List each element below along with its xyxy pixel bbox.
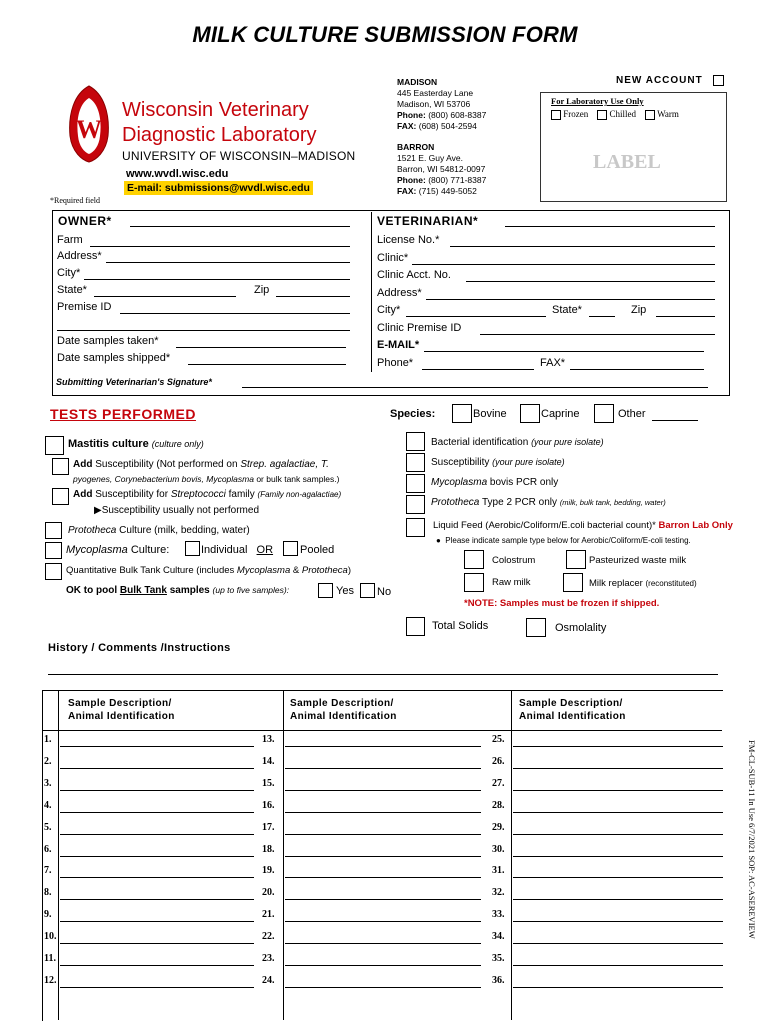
pool-yes-label: Yes: [336, 585, 354, 597]
farm-field[interactable]: [90, 246, 350, 247]
sample-number: 20.: [262, 887, 275, 899]
vet-zip-field[interactable]: [656, 316, 715, 317]
pooled-checkbox[interactable]: [283, 541, 298, 556]
signature-label: Submitting Veterinarian's Signature*: [56, 377, 212, 387]
sample-number: 12.: [44, 974, 57, 986]
pool-note: (up to five samples):: [212, 585, 290, 595]
pool-no-label: No: [377, 586, 392, 598]
sample-description-field[interactable]: [60, 834, 254, 835]
barron-street: 1521 E. Guy Ave.: [397, 153, 463, 163]
sample-description-field[interactable]: [60, 812, 254, 813]
pooled-label: Pooled: [300, 544, 335, 556]
col1-head-line1: Sample Description/: [68, 698, 172, 709]
owner-address-label: Address*: [57, 250, 102, 262]
mycoplasma-culture-option: [66, 544, 169, 556]
add-strep-text: Susceptibility for: [95, 489, 169, 500]
sample-description-field[interactable]: [285, 921, 481, 922]
license-label: License No.*: [377, 234, 440, 246]
frozen-label: Frozen: [563, 109, 589, 119]
mastitis-note: (culture only): [151, 439, 204, 449]
vet-zip-label: Zip: [631, 304, 647, 316]
add-strep-italic: Streptococci: [170, 489, 226, 500]
date-shipped-label: Date samples shipped*: [57, 352, 171, 364]
owner-zip-label: Zip: [254, 284, 270, 296]
sample-description-field[interactable]: [285, 943, 481, 944]
owner-state-label: State*: [57, 284, 87, 296]
caprine-label: Caprine: [541, 408, 580, 420]
raw-milk-checkbox[interactable]: [464, 573, 484, 592]
owner-extra-field[interactable]: [57, 330, 350, 331]
vet-address-field[interactable]: [426, 299, 715, 300]
owner-state-field[interactable]: [94, 296, 236, 297]
sample-description-field[interactable]: [60, 746, 254, 747]
mycoplasma-culture-checkbox[interactable]: [45, 542, 62, 559]
sample-number: 31.: [492, 865, 505, 877]
sample-number: 3.: [44, 777, 52, 789]
milk-replacer-text: Milk replacer: [589, 578, 643, 589]
liquid-feed-text: Liquid Feed (Aerobic/Coliform/E.coli bacterial count)*: [433, 520, 656, 531]
date-taken-label: Date samples taken*: [57, 335, 159, 347]
prototheca-pcr-option: [431, 497, 666, 508]
lab-name-line1: Wisconsin Veterinary: [122, 99, 309, 121]
mycoplasma-culture-text: Culture:: [130, 544, 170, 556]
sample-description-field[interactable]: [513, 987, 723, 988]
barron-city: Barron, WI 54812-0097: [397, 164, 486, 174]
pool-bulk-tank-option: [66, 585, 289, 596]
date-taken-field[interactable]: [176, 347, 346, 348]
sample-number: 13.: [262, 734, 275, 745]
sample-number: 11.: [44, 953, 56, 964]
history-label: History / Comments /Instructions: [48, 642, 231, 654]
add-susc-line2: pyogenes, Corynebacterium bovis, Mycoplasma: [73, 474, 254, 484]
protopcr-note: (milk, bulk tank, bedding, water): [559, 498, 666, 507]
sample-description-field[interactable]: [513, 768, 723, 769]
pool-text: OK to pool: [66, 585, 118, 596]
qbt-mycoplasma: Mycoplasma: [236, 565, 291, 576]
sample-type-instruction: [436, 536, 691, 545]
sample-description-field[interactable]: [513, 899, 723, 900]
qbt-text: Quantitative Bulk Tank Culture (includes: [66, 565, 235, 576]
pool-bulk-tank: Bulk Tank: [119, 585, 167, 596]
sample-number: 25.: [492, 734, 505, 745]
sample-number: 1.: [44, 734, 52, 745]
frozen-checkbox[interactable]: [551, 110, 561, 120]
university-name: UNIVERSITY OF WISCONSIN–MADISON: [122, 149, 356, 163]
sample-number: 30.: [492, 843, 505, 855]
uw-crest-logo: [66, 84, 112, 164]
sample-number: 29.: [492, 821, 505, 833]
sample-number: 5.: [44, 821, 52, 833]
sample-description-field[interactable]: [60, 965, 254, 966]
farm-label: Farm: [57, 234, 83, 246]
mbovis-pcr-option: [431, 477, 558, 488]
barron-name: BARRON: [397, 142, 435, 152]
sample-description-field[interactable]: [513, 877, 723, 878]
madison-address: [397, 77, 486, 132]
add-strep-option: [73, 489, 341, 500]
sample-description-field[interactable]: [285, 899, 481, 900]
table-left-inner-border: [58, 690, 59, 1020]
prototheca-culture-option: [68, 525, 250, 536]
vet-name-field[interactable]: [505, 226, 715, 227]
vet-phone-field[interactable]: [422, 369, 534, 370]
sample-description-field[interactable]: [513, 965, 723, 966]
vet-state-field[interactable]: [589, 316, 615, 317]
sample-description-field[interactable]: [60, 943, 254, 944]
history-field[interactable]: [48, 674, 718, 675]
sample-description-field[interactable]: [60, 921, 254, 922]
pool-yes-checkbox[interactable]: [318, 583, 333, 598]
milk-replacer-note: (reconstituted): [645, 579, 697, 588]
prototheca-pcr-checkbox[interactable]: [406, 495, 425, 514]
premise-label: Premise ID: [57, 301, 112, 313]
sample-description-field[interactable]: [285, 768, 481, 769]
bullet-icon: ●: [436, 536, 441, 545]
owner-address-field[interactable]: [106, 262, 350, 263]
madison-city: Madison, WI 53706: [397, 99, 471, 109]
individual-checkbox[interactable]: [185, 541, 200, 556]
colostrum-label: Colostrum: [492, 555, 536, 566]
mycoplasma-italic: Mycoplasma: [66, 544, 128, 556]
vet-phone-label: Phone*: [377, 357, 414, 369]
sample-number: 6.: [44, 843, 52, 855]
sample-description-field[interactable]: [513, 943, 723, 944]
individual-label: Individual: [201, 544, 248, 556]
pasteurized-label: Pasteurized waste milk: [589, 555, 687, 566]
chilled-checkbox[interactable]: [597, 110, 607, 120]
colostrum-checkbox[interactable]: [464, 550, 484, 569]
sample-description-field[interactable]: [285, 877, 481, 878]
warm-label: Warm: [657, 109, 679, 119]
bacterial-id-option: [431, 437, 604, 448]
protopcr-italic: Prototheca: [431, 497, 480, 508]
osmolality-label: Osmolality: [555, 622, 607, 634]
add-susc-add: Add: [73, 459, 93, 470]
other-checkbox[interactable]: [594, 404, 614, 423]
barron-address: [397, 142, 486, 197]
arrow-right-icon: ▶: [94, 505, 102, 516]
mbovis-italic: Mycoplasma: [431, 477, 488, 488]
website-link[interactable]: www.wvdl.wisc.edu: [126, 168, 229, 180]
table-header-divider: [42, 730, 722, 731]
clinic-label: Clinic*: [377, 252, 409, 264]
barron-phone-label: Phone:: [397, 175, 426, 185]
total-solids-label: Total Solids: [432, 620, 489, 632]
barron-fax: (715) 449-5052: [418, 186, 477, 196]
sample-description-field[interactable]: [60, 768, 254, 769]
prototheca-culture-text: Culture (milk, bedding, water): [119, 525, 250, 536]
total-solids-checkbox[interactable]: [406, 617, 425, 636]
sample-number: 8.: [44, 887, 52, 899]
qbt-ampersand: &: [292, 565, 300, 576]
vet-city-label: City*: [377, 304, 401, 316]
clinic-field[interactable]: [412, 264, 715, 265]
owner-name-field[interactable]: [130, 226, 350, 227]
col3-head-line2: Animal Identification: [519, 711, 626, 722]
susceptibility-option: [431, 457, 565, 468]
add-susceptibility-checkbox[interactable]: [52, 458, 69, 475]
sample-number: 21.: [262, 909, 275, 921]
premise-field[interactable]: [120, 313, 350, 314]
sample-number: 28.: [492, 799, 505, 811]
warm-checkbox[interactable]: [645, 110, 655, 120]
tests-heading: TESTS PERFORMED: [50, 406, 196, 422]
owner-heading: OWNER*: [58, 214, 112, 228]
pasteurized-checkbox[interactable]: [566, 550, 586, 569]
col1-head-line2: Animal Identification: [68, 711, 175, 722]
barron-fax-label: FAX:: [397, 186, 417, 196]
col2-header: [290, 697, 397, 723]
protopcr-text: Type 2 PCR only: [481, 497, 558, 508]
qbt-prototheca: Prototheca: [301, 565, 348, 576]
add-susc-italic: Strep. agalactiae, T.: [240, 459, 329, 470]
qbt-end: ): [347, 565, 351, 576]
section-divider: [371, 212, 372, 372]
sample-description-field[interactable]: [513, 746, 723, 747]
sample-description-field[interactable]: [513, 812, 723, 813]
vet-fax-label: FAX*: [540, 357, 566, 369]
susc-not-text: Susceptibility usually not performed: [101, 505, 260, 516]
table-col2-border: [283, 690, 284, 1020]
sample-number: 32.: [492, 887, 505, 899]
sample-number: 2.: [44, 755, 52, 767]
sample-description-field[interactable]: [60, 987, 254, 988]
lab-use-heading: For Laboratory Use Only: [551, 96, 644, 106]
sample-description-field[interactable]: [285, 812, 481, 813]
bovine-checkbox[interactable]: [452, 404, 472, 423]
add-strep-add: Add: [73, 489, 93, 500]
susceptibility-note: (your pure isolate): [492, 457, 565, 467]
prototheca-italic: Prototheca: [68, 525, 117, 536]
sample-description-field[interactable]: [60, 856, 254, 857]
add-susc-text: Susceptibility (Not performed on: [95, 459, 238, 470]
chilled-label: Chilled: [609, 109, 636, 119]
sample-number: 4.: [44, 799, 52, 811]
sample-description-field[interactable]: [513, 834, 723, 835]
sample-description-field[interactable]: [285, 965, 481, 966]
owner-zip-field[interactable]: [276, 296, 350, 297]
sample-number: 14.: [262, 755, 275, 767]
madison-name: MADISON: [397, 77, 438, 87]
bacterial-id-checkbox[interactable]: [406, 432, 425, 451]
sample-description-field[interactable]: [513, 856, 723, 857]
sample-number: 7.: [44, 865, 52, 877]
email-link[interactable]: E-mail: submissions@wvdl.wisc.edu: [124, 181, 313, 195]
liquid-feed-checkbox[interactable]: [406, 518, 425, 537]
sample-number: 34.: [492, 931, 505, 943]
madison-fax-label: FAX:: [397, 121, 417, 131]
frozen-note: *NOTE: Samples must be frozen if shipped.: [464, 598, 660, 609]
required-note: *Required field: [50, 196, 100, 205]
vet-fax-field[interactable]: [570, 369, 704, 370]
sample-description-field[interactable]: [285, 834, 481, 835]
sample-description-field[interactable]: [60, 790, 254, 791]
or-label: OR: [256, 544, 274, 556]
signature-field[interactable]: [242, 387, 708, 388]
new-account-checkbox[interactable]: [713, 75, 724, 86]
table-col3-border: [511, 690, 512, 1020]
sample-description-field[interactable]: [285, 856, 481, 857]
vet-email-label: E-MAIL*: [377, 339, 420, 351]
sample-number: 36.: [492, 974, 505, 986]
sample-description-field[interactable]: [60, 899, 254, 900]
barron-only-text: Barron Lab Only: [658, 520, 733, 531]
label-placeholder: LABEL: [593, 151, 661, 173]
mbovis-pcr-checkbox[interactable]: [406, 474, 425, 493]
sample-number: 16.: [262, 799, 275, 811]
add-strep-family: family: [228, 489, 255, 500]
add-strep-note: (Family non-agalactiae): [257, 490, 342, 499]
vet-state-label: State*: [552, 304, 582, 316]
bacterial-id-note: (your pure isolate): [531, 437, 604, 447]
new-account-option[interactable]: [616, 75, 724, 86]
form-id-vertical: [745, 740, 759, 990]
quantitative-bulk-tank-checkbox[interactable]: [45, 563, 62, 580]
barron-phone: (800) 771-8387: [428, 175, 487, 185]
milk-replacer-checkbox[interactable]: [563, 573, 583, 592]
new-account-label: NEW ACCOUNT: [616, 75, 703, 87]
vet-email-field[interactable]: [424, 351, 704, 352]
bacterial-id-text: Bacterial identification: [431, 437, 529, 448]
susceptibility-text: Susceptibility: [431, 457, 490, 468]
clinic-premise-label: Clinic Premise ID: [377, 322, 462, 334]
sample-number: 22.: [262, 931, 275, 943]
crest-letter: W: [76, 115, 102, 144]
sample-description-field[interactable]: [285, 746, 481, 747]
sample-description-field[interactable]: [60, 877, 254, 878]
bovine-label: Bovine: [473, 408, 507, 420]
col1-header: [68, 697, 175, 723]
sample-number: 9.: [44, 909, 52, 921]
sample-description-field[interactable]: [285, 790, 481, 791]
mastitis-checkbox[interactable]: [45, 436, 64, 455]
mastitis-label: Mastitis culture: [68, 438, 149, 450]
pool-no-checkbox[interactable]: [360, 583, 375, 598]
mastitis-option: [68, 438, 204, 450]
madison-fax: (608) 504-2594: [418, 121, 477, 131]
owner-city-field[interactable]: [84, 279, 350, 280]
sample-number: 15.: [262, 777, 275, 789]
owner-city-label: City*: [57, 267, 81, 279]
sample-number: 17.: [262, 821, 275, 833]
sample-type-text: Please indicate sample type below for Aerobic/Coliform/E-coli testing.: [445, 536, 691, 545]
form-id-text: FM-CL-SUB-11 In Use 6/7/2021 SOP: AC-ASEREVIEW: [747, 740, 757, 939]
sample-number: 23.: [262, 953, 275, 964]
clinic-acct-field[interactable]: [466, 281, 715, 282]
sample-number: 10.: [44, 931, 57, 943]
madison-phone-label: Phone:: [397, 110, 426, 120]
sample-description-field[interactable]: [285, 987, 481, 988]
sample-number: 19.: [262, 865, 275, 877]
mbovis-text: bovis PCR only: [489, 477, 559, 488]
sample-number: 18.: [262, 843, 275, 855]
susceptibility-checkbox[interactable]: [406, 453, 425, 472]
add-susceptibility-option: [73, 459, 329, 470]
add-susc-line3: or bulk tank samples.): [256, 474, 340, 484]
sample-description-field[interactable]: [513, 921, 723, 922]
license-field[interactable]: [450, 246, 715, 247]
osmolality-checkbox[interactable]: [526, 618, 546, 637]
sample-number: 33.: [492, 909, 505, 921]
clinic-acct-label: Clinic Acct. No.: [377, 269, 451, 281]
lab-name-line2: Diagnostic Laboratory: [122, 124, 317, 146]
col3-head-line1: Sample Description/: [519, 698, 623, 709]
susc-not-performed: [94, 505, 259, 516]
liquid-feed-option: [433, 520, 733, 531]
sample-description-field[interactable]: [513, 790, 723, 791]
date-shipped-field[interactable]: [188, 364, 346, 365]
col2-head-line2: Animal Identification: [290, 711, 397, 722]
sample-number: 35.: [492, 953, 505, 964]
sample-number: 24.: [262, 974, 275, 986]
lab-use-box: [540, 92, 727, 202]
other-field[interactable]: [652, 420, 698, 421]
sample-number: 26.: [492, 755, 505, 767]
col2-head-line1: Sample Description/: [290, 698, 394, 709]
vet-address-label: Address*: [377, 287, 422, 299]
species-label: Species:: [390, 408, 436, 420]
vet-heading: VETERINARIAN*: [377, 214, 479, 228]
vet-city-field[interactable]: [406, 316, 546, 317]
col3-header: [519, 697, 626, 723]
madison-street: 445 Easterday Lane: [397, 88, 474, 98]
raw-milk-label: Raw milk: [492, 577, 531, 588]
madison-phone: (800) 608-8387: [428, 110, 487, 120]
clinic-premise-field[interactable]: [480, 334, 715, 335]
milk-replacer-option: [589, 578, 697, 589]
quantitative-bulk-tank-option: [66, 565, 351, 576]
prototheca-culture-checkbox[interactable]: [45, 522, 62, 539]
sample-number: 27.: [492, 777, 505, 789]
add-strep-checkbox[interactable]: [52, 488, 69, 505]
other-label: Other: [618, 408, 646, 420]
caprine-checkbox[interactable]: [520, 404, 540, 423]
pool-samples: samples: [169, 585, 210, 596]
page-title: MILK CULTURE SUBMISSION FORM: [192, 22, 578, 47]
